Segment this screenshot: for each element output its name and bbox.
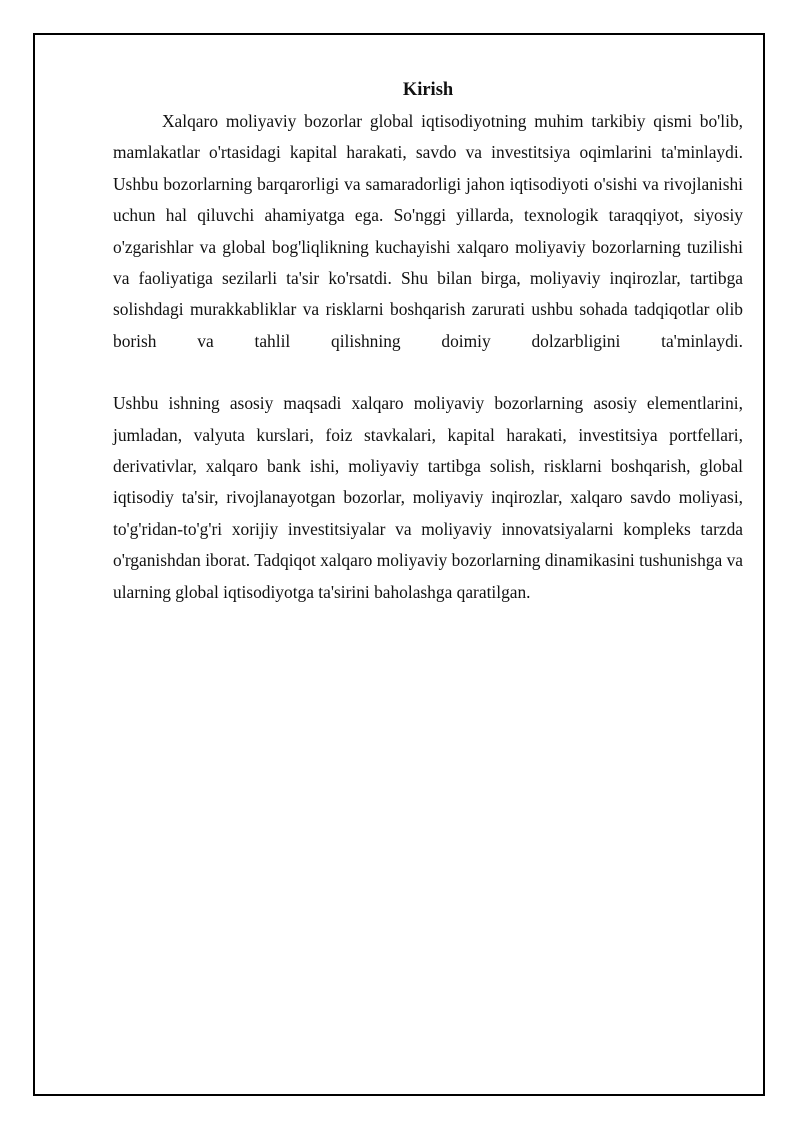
paragraph-spacer	[113, 357, 743, 388]
intro-paragraph-1: Xalqaro moliyaviy bozorlar global iqtisodiyotning muhim tarkibiy qismi bo'lib, mamlakatlar o'rtasidagi kapital harakati, savdo va investitsiya oqimlarini ta'minlaydi. Ushbu bozorlarning barqarorligi va samaradorligi jahon iqtisodiyoti o'sishi va rivojlanishi uchun hal qiluvchi ahamiyatga ega. So'nggi yillarda, texnologik taraqqiyot, siyosiy o'zgarishlar va global bog'liqlikning kuchayishi xalqaro moliyaviy bozorlarning tuzilishi va faoliyatiga sezilarli ta'sir ko'rsatdi. Shu bilan birga, moliyaviy inqirozlar, tartibga solishdagi murakkabliklar va risklarni boshqarish zarurati ushbu sohada tadqiqotlar olib borish va tahlil qilishning doimiy dolzarbligini ta'minlaydi.	[113, 111, 743, 351]
intro-paragraph-2: Ushbu ishning asosiy maqsadi xalqaro moliyaviy bozorlarning asosiy elementlarini, jumladan, valyuta kurslari, foiz stavkalari, kapital harakati, investitsiya portfellari, derivativlar, xalqaro bank ishi, moliyaviy tartibga solish, risklarni boshqarish, global iqtisodiy ta'sir, rivojlanayotgan bozorlar, moliyaviy inqirozlar, xalqaro savdo moliyasi, to'g'ridan-to'g'ri xorijiy investitsiyalar va moliyaviy innovatsiyalarni kompleks tarzda o'rganishdan iborat. Tadqiqot xalqaro moliyaviy bozorlarning dinamikasini tushunishga va ularning global iqtisodiyotga ta'sirini baholashga qaratilgan.	[113, 393, 743, 602]
document-body	[113, 75, 743, 608]
document-title: Kirish	[402, 80, 454, 100]
